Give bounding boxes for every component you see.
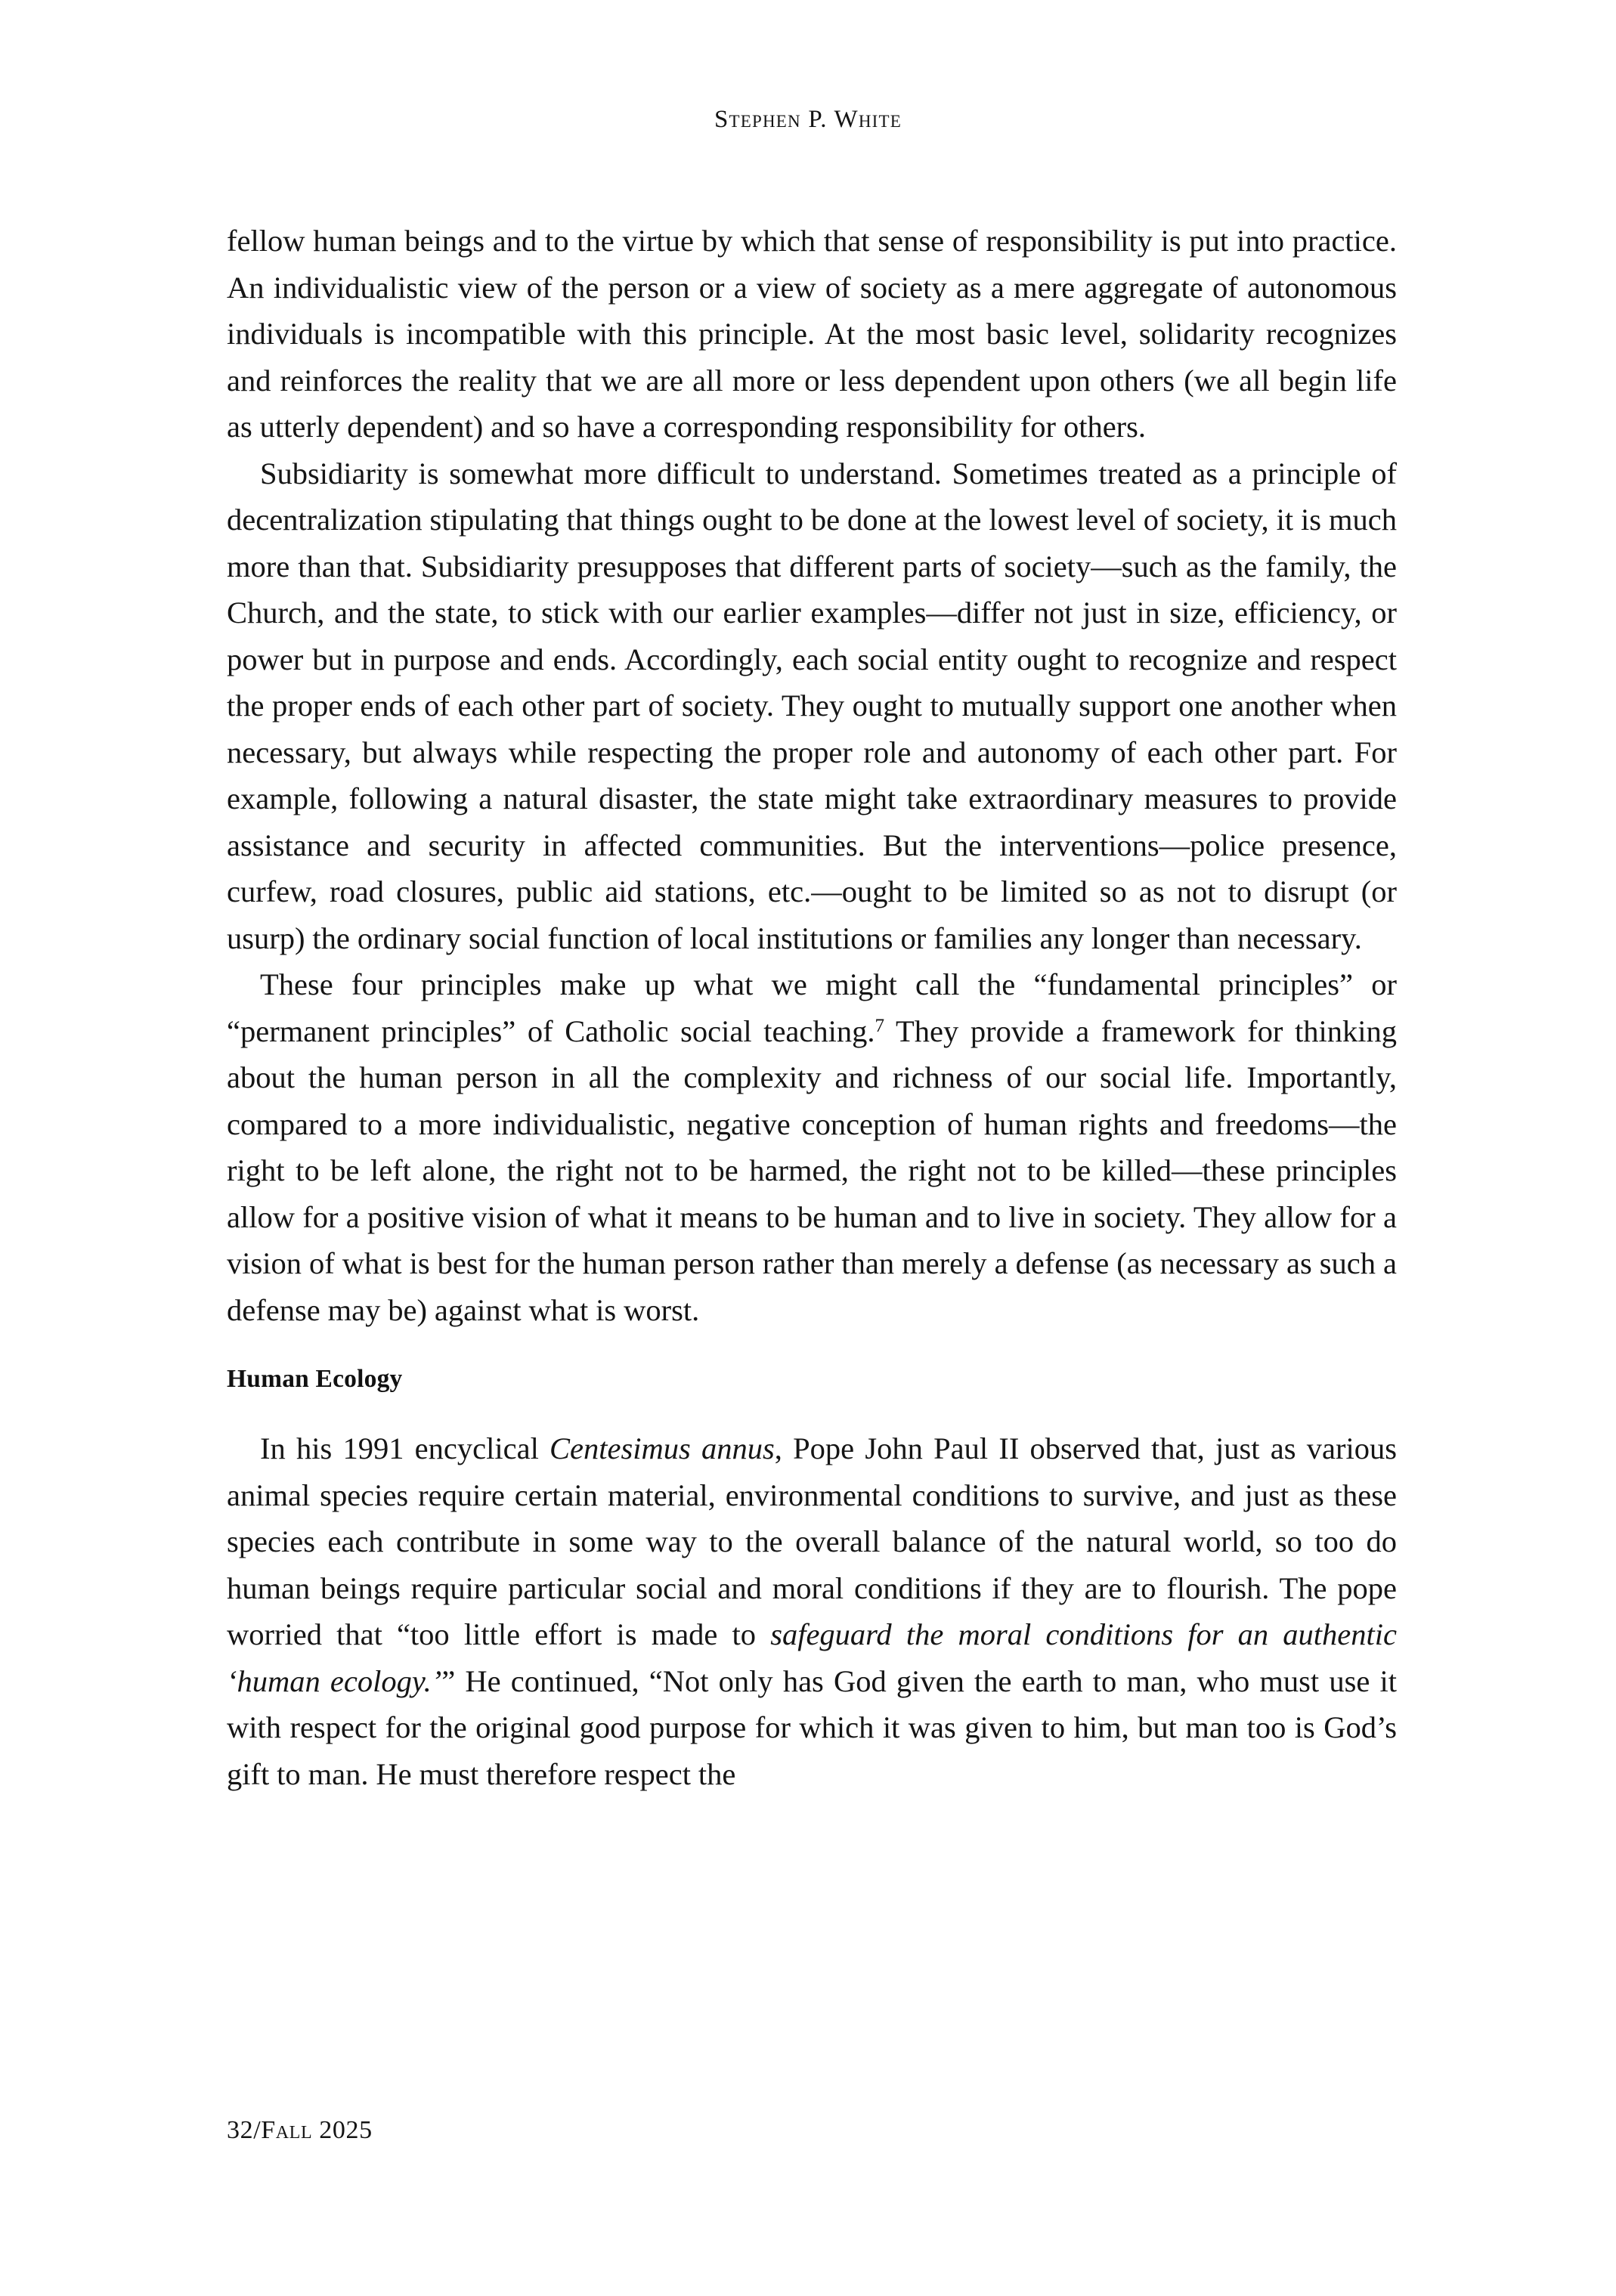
spacer-above-subheading — [227, 1333, 1397, 1363]
paragraph-four-principles — [227, 961, 1397, 1333]
text-run: In his 1991 encyclical — [260, 1431, 550, 1465]
paragraph-solidarity-continued: fellow human beings and to the virtue by which that sense of responsibility is put into practice. An individualistic view of the person or a view of society as a mere aggregate of autonomous individuals is incompatible with this principle. At the most basic level, solidarity recognizes and reinforces the reality that we are all more or less dependent upon others (we all begin life as utterly dependent) and so have a corresponding responsibility for others. — [227, 224, 1397, 444]
paragraph-human-ecology — [227, 1425, 1397, 1797]
text-run: ” He continued, “Not only has God given the earth to man, who must use it with respect for the original good purpose for which it was given to him, but man too is God’s gift to man. He must therefore respect the — [227, 1663, 1398, 1791]
text-run: They provide a framework for thinking about the human person in all the complexity and richness of our social life. Importantly, compared to a more individualistic, negative conception of human rights and freedoms—the right to be left alone, the right not to be harmed, the right not to be killed—these principles allow for a positive vision of what it means to be human and to live in society. They allow for a vision of what is best for the human person rather than merely a defense (as necessary as such a defense may be) against what is worst. — [227, 1013, 1397, 1327]
folio-text: 32/Fall 2025 — [227, 2116, 373, 2144]
running-head: Stephen P. White — [714, 106, 902, 133]
italic-phrase: Centesimus annus — [550, 1431, 775, 1465]
page-folio — [227, 2116, 373, 2145]
spacer-below-subheading — [227, 1395, 1397, 1425]
text-run: , Pope John Paul II observed that, just as various animal species require certain material, environmental conditions to survive, and just as these species each contribute in some way to the overall balance of the natural world, so too do human beings require particular social and moral conditions if they are to flourish. The pope worried that “too little effort is made to — [227, 1431, 1397, 1651]
paragraph-subsidiarity: Subsidiarity is somewhat more difficult to understand. Sometimes treated as a principle of decentralization stipulating that things ought to be done at the lowest level of society, it is much more than that. Subsidiarity presupposes that different parts of society—such as the family, the Church, and the state, to stick with our earlier examples—differ not just in size, efficiency, or power but in purpose and ends. Accordingly, each social entity ought to recognize and respect the proper ends of each other part of society. They ought to mutually support one another when necessary, but always while respecting the proper role and autonomy of each other part. For example, following a natural disaster, the state might take extraordinary measures to provide assistance and security in affected communities. But the interventions—police presence, curfew, road closures, public aid stations, etc.—ought to be limited so as not to disrupt (or usurp) the ordinary social function of local institutions or families any longer than necessary. — [227, 456, 1397, 955]
italic-phrase: safeguard the moral conditions for an authentic ‘human ecology.’ — [227, 1617, 1397, 1698]
text-run: These four principles make up what we might call the “fundamental principles” or “permanent principles” of Catholic social teaching. — [227, 967, 1397, 1048]
footnote-reference[interactable]: 7 — [875, 1015, 885, 1036]
text-column — [227, 218, 1397, 1797]
section-subheading-human-ecology: Human Ecology — [227, 1365, 403, 1393]
